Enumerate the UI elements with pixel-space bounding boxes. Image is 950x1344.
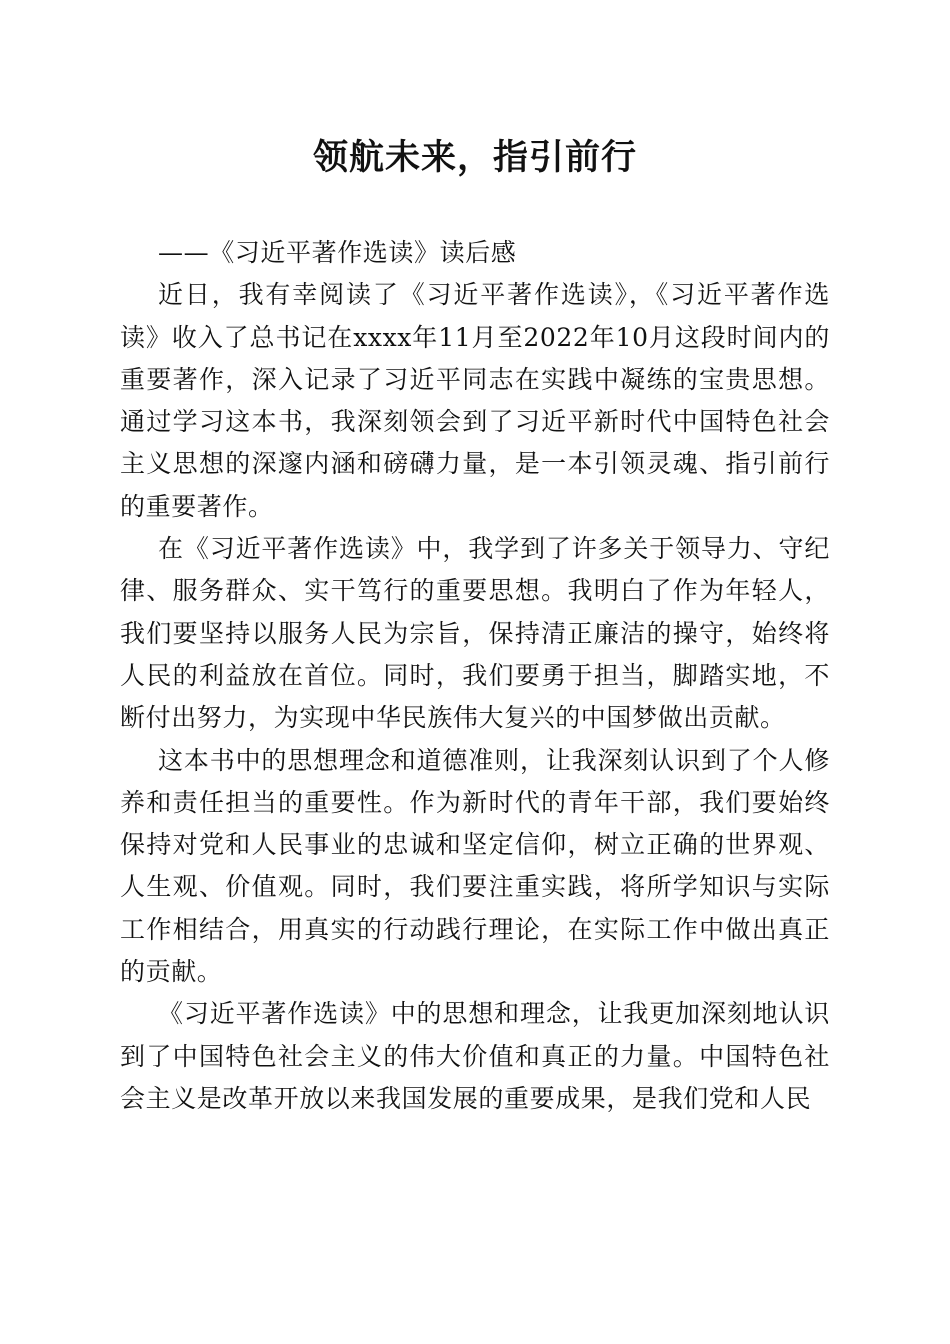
paragraph: 近日，我有幸阅读了《习近平著作选读》，《习近平著作选读》收入了总书记在xxxx年11月至2022年10月这段时间内的重要著作，深入记录了习近平同志在实践中凝练的宝贵思想。通过学习这本书，我深刻领会到了习近平新时代中国特色社会主义思想的深邃内涵和磅礴力量，是一本引领灵魂、指引前行的重要著作。: [120, 280, 830, 521]
paragraph: 这本书中的思想理念和道德准则，让我深刻认识到了个人修养和责任担当的重要性。作为新时代的青年干部，我们要始终保持对党和人民事业的忠诚和坚定信仰，树立正确的世界观、人生观、价值观。同时，我们要注重实践，将所学知识与实际工作相结合，用真实的行动践行理论，在实际工作中做出真正的贡献。: [120, 745, 830, 987]
document-subtitle: ——《习近平著作选读》读后感: [158, 238, 517, 267]
document-body: [120, 232, 830, 1120]
paragraph: 在《习近平著作选读》中，我学到了许多关于领导力、守纪律、服务群众、实干笃行的重要思想。我明白了作为年轻人，我们要坚持以服务人民为宗旨，保持清正廉洁的操守，始终将人民的利益放在首位。同时，我们要勇于担当，脚踏实地，不断付出努力，为实现中华民族伟大复兴的中国梦做出贡献。: [120, 534, 830, 733]
paragraph: 《习近平著作选读》中的思想和理念，让我更加深刻地认识到了中国特色社会主义的伟大价值和真正的力量。中国特色社会主义是改革开放以来我国发展的重要成果，是我们党和人民: [120, 999, 830, 1113]
document-title: 领航未来，指引前行: [312, 138, 637, 178]
